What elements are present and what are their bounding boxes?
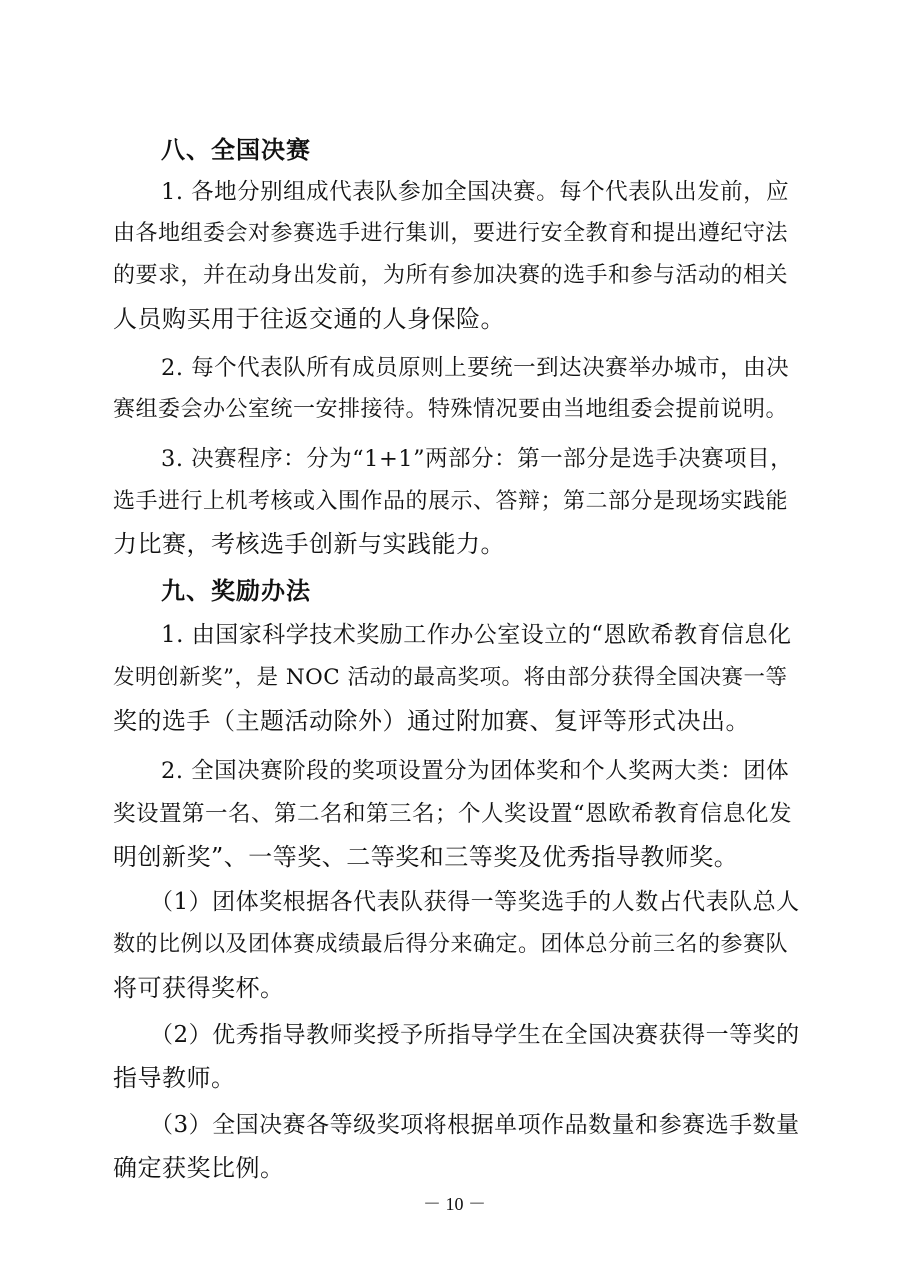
- paragraph-line: 选手进行上机考核或入围作品的展示、答辩；第二部分是现场实践能: [113, 489, 789, 514]
- paragraph-line: 1. 各地分别组成代表队参加全国决赛。每个代表队出发前，应: [161, 179, 790, 205]
- page-number: － 10 －: [423, 1194, 486, 1214]
- paragraph-line: 指导教师。: [113, 1064, 236, 1092]
- paragraph-line: 赛组委会办公室统一安排接待。特殊情况要由当地组委会提前说明。: [113, 397, 789, 422]
- paragraph-line: 2. 每个代表队所有成员原则上要统一到达决赛举办城市，由决: [161, 355, 790, 381]
- paragraph-line: （1）团体奖根据各代表队获得一等奖选手的人数占代表队总人: [150, 889, 800, 915]
- paragraph-line: 由各地组委会对参赛选手进行集训，要进行安全教育和提出遵纪守法: [113, 221, 789, 246]
- paragraph-line: 数的比例以及团体赛成绩最后得分来确定。团体总分前三名的参赛队: [113, 932, 789, 957]
- paragraph-line: 力比赛，考核选手创新与实践能力。: [113, 530, 505, 558]
- section-heading-finals: 八、全国决赛: [161, 136, 311, 164]
- paragraph-line: 2. 全国决赛阶段的奖项设置分为团体奖和个人奖两大类：团体: [161, 758, 790, 784]
- paragraph-line: 奖设置第一名、第二名和第三名；个人奖设置“恩欧希教育信息化发: [113, 801, 793, 827]
- paragraph-line: 3. 决赛程序：分为“1+1”两部分：第一部分是选手决赛项目，: [161, 446, 794, 472]
- paragraph-line: （2）优秀指导教师奖授予所指导学生在全国决赛获得一等奖的: [150, 1022, 800, 1048]
- section-heading-awards: 九、奖励办法: [161, 577, 311, 605]
- paragraph-line: 明创新奖”、一等奖、二等奖和三等奖及优秀指导教师奖。: [113, 843, 739, 871]
- paragraph-line: 1. 由国家科学技术奖励工作办公室设立的“恩欧希教育信息化: [161, 622, 792, 648]
- paragraph-line: 奖的选手（主题活动除外）通过附加赛、复评等形式决出。: [113, 707, 750, 735]
- paragraph-line: 的要求，并在动身出发前，为所有参加决赛的选手和参与活动的相关: [113, 263, 789, 288]
- paragraph-line: （3）全国决赛各等级奖项将根据单项作品数量和参赛选手数量: [150, 1112, 800, 1138]
- paragraph-line: 人员购买用于往返交通的人身保险。: [113, 305, 505, 333]
- paragraph-line: 确定获奖比例。: [113, 1154, 285, 1182]
- paragraph-line: 发明创新奖”，是 NOC 活动的最高奖项。将由部分获得全国决赛一等: [113, 665, 788, 690]
- paragraph-line: 将可获得奖杯。: [113, 974, 285, 1002]
